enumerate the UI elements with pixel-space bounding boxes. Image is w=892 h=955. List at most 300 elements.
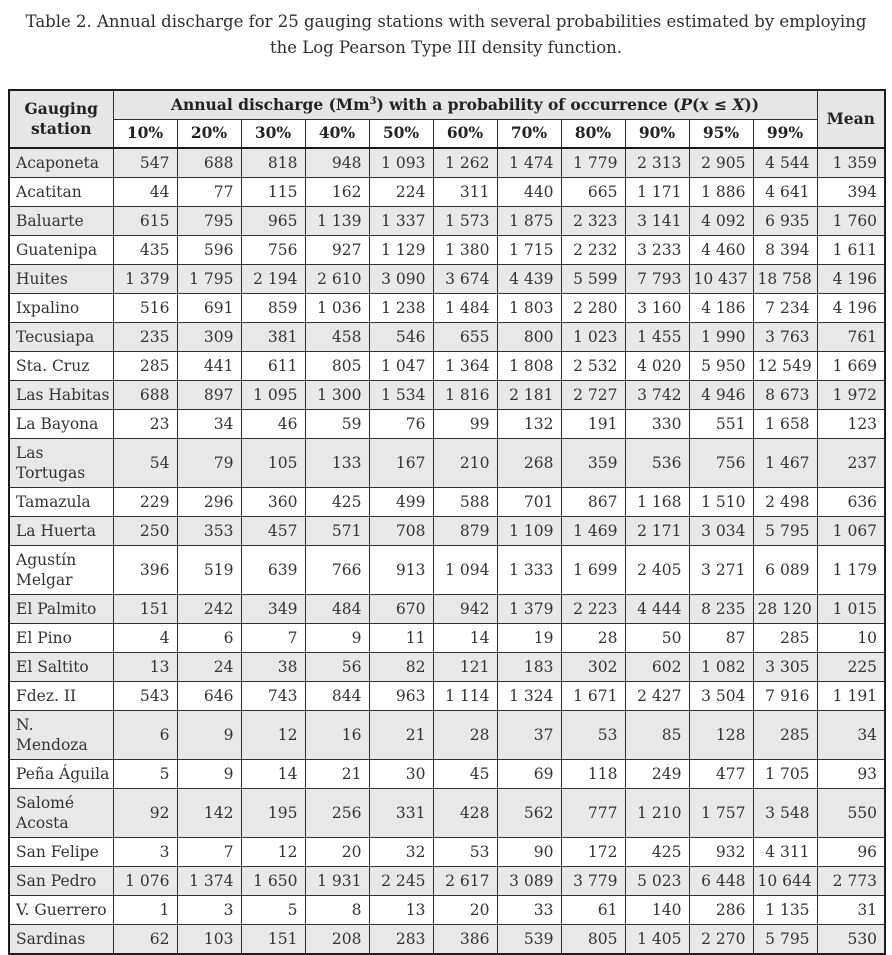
- station-name-cell: Fdez. II: [9, 681, 113, 710]
- mean-value-cell: 10: [817, 623, 885, 652]
- discharge-value-cell: 4 092: [689, 206, 753, 235]
- discharge-value-cell: 2 617: [433, 866, 497, 895]
- discharge-value-cell: 9: [305, 623, 369, 652]
- discharge-value-cell: 1 082: [689, 652, 753, 681]
- discharge-value-cell: 296: [177, 487, 241, 516]
- discharge-value-cell: 805: [561, 924, 625, 954]
- discharge-value-cell: 14: [433, 623, 497, 652]
- discharge-value-cell: 353: [177, 516, 241, 545]
- discharge-value-cell: 859: [241, 293, 305, 322]
- discharge-value-cell: 256: [305, 788, 369, 837]
- group-header-text-2: ) with a probability of occurrence (: [376, 94, 681, 114]
- discharge-value-cell: 670: [369, 594, 433, 623]
- discharge-value-cell: 571: [305, 516, 369, 545]
- discharge-value-cell: 743: [241, 681, 305, 710]
- discharge-value-cell: 1 109: [497, 516, 561, 545]
- discharge-value-cell: 3: [113, 837, 177, 866]
- discharge-value-cell: 425: [305, 487, 369, 516]
- discharge-value-cell: 7: [241, 623, 305, 652]
- discharge-value-cell: 1 337: [369, 206, 433, 235]
- discharge-value-cell: 5 795: [753, 924, 817, 954]
- discharge-value-cell: 8 394: [753, 235, 817, 264]
- discharge-value-cell: 311: [433, 177, 497, 206]
- discharge-value-cell: 425: [625, 837, 689, 866]
- discharge-value-cell: 208: [305, 924, 369, 954]
- discharge-value-cell: 1 467: [753, 438, 817, 487]
- discharge-value-cell: 688: [113, 380, 177, 409]
- percent-header: 40%: [305, 119, 369, 148]
- discharge-value-cell: 1 757: [689, 788, 753, 837]
- discharge-value-cell: 551: [689, 409, 753, 438]
- discharge-value-cell: 3 742: [625, 380, 689, 409]
- mean-value-cell: 31: [817, 895, 885, 924]
- discharge-value-cell: 766: [305, 545, 369, 594]
- discharge-value-cell: 800: [497, 322, 561, 351]
- mean-value-cell: 4 196: [817, 264, 885, 293]
- discharge-value-cell: 381: [241, 322, 305, 351]
- discharge-value-cell: 539: [497, 924, 561, 954]
- table-row: [9, 545, 885, 594]
- table-row: [9, 837, 885, 866]
- discharge-value-cell: 331: [369, 788, 433, 837]
- table-row: [9, 623, 885, 652]
- mean-value-cell: 1 191: [817, 681, 885, 710]
- discharge-value-cell: 3 233: [625, 235, 689, 264]
- discharge-value-cell: 4 439: [497, 264, 561, 293]
- mean-value-cell: 1 015: [817, 594, 885, 623]
- discharge-value-cell: 224: [369, 177, 433, 206]
- discharge-value-cell: 1 129: [369, 235, 433, 264]
- discharge-value-cell: 1 715: [497, 235, 561, 264]
- discharge-value-cell: 2 270: [689, 924, 753, 954]
- table-row: [9, 264, 885, 293]
- station-name-cell: Las Habitas: [9, 380, 113, 409]
- discharge-value-cell: 818: [241, 148, 305, 178]
- discharge-value-cell: 1: [113, 895, 177, 924]
- discharge-value-cell: 756: [241, 235, 305, 264]
- discharge-value-cell: 499: [369, 487, 433, 516]
- percent-header: 80%: [561, 119, 625, 148]
- discharge-value-cell: 5: [241, 895, 305, 924]
- mean-value-cell: 4 196: [817, 293, 885, 322]
- discharge-value-cell: 963: [369, 681, 433, 710]
- discharge-value-cell: 435: [113, 235, 177, 264]
- discharge-value-cell: 516: [113, 293, 177, 322]
- discharge-value-cell: 756: [689, 438, 753, 487]
- page: [0, 9, 892, 948]
- discharge-value-cell: 2 280: [561, 293, 625, 322]
- discharge-value-cell: 6 448: [689, 866, 753, 895]
- discharge-value-cell: 210: [433, 438, 497, 487]
- discharge-value-cell: 250: [113, 516, 177, 545]
- mean-value-cell: 1 972: [817, 380, 885, 409]
- discharge-value-cell: 440: [497, 177, 561, 206]
- discharge-value-cell: 118: [561, 759, 625, 788]
- discharge-value-cell: 1 379: [113, 264, 177, 293]
- table-row: [9, 487, 885, 516]
- table-row: [9, 516, 885, 545]
- discharge-value-cell: 10 644: [753, 866, 817, 895]
- discharge-value-cell: 9: [177, 759, 241, 788]
- discharge-value-cell: 777: [561, 788, 625, 837]
- discharge-value-cell: 34: [177, 409, 241, 438]
- percent-header: 50%: [369, 119, 433, 148]
- discharge-value-cell: 948: [305, 148, 369, 178]
- discharge-value-cell: 4 641: [753, 177, 817, 206]
- discharge-value-cell: 6: [113, 710, 177, 759]
- discharge-value-cell: 10 437: [689, 264, 753, 293]
- discharge-value-cell: 4 020: [625, 351, 689, 380]
- discharge-value-cell: 9: [177, 710, 241, 759]
- discharge-value-cell: 1 405: [625, 924, 689, 954]
- discharge-value-cell: 4 186: [689, 293, 753, 322]
- station-name-cell: Acatitan: [9, 177, 113, 206]
- table-body: [9, 148, 885, 954]
- discharge-value-cell: 28: [433, 710, 497, 759]
- discharge-value-cell: 242: [177, 594, 241, 623]
- discharge-value-cell: 133: [305, 438, 369, 487]
- discharge-group-header: [113, 90, 817, 120]
- discharge-value-cell: 79: [177, 438, 241, 487]
- discharge-value-cell: 19: [497, 623, 561, 652]
- mean-value-cell: 1 359: [817, 148, 885, 178]
- table-header: [9, 90, 885, 148]
- discharge-value-cell: 69: [497, 759, 561, 788]
- discharge-value-cell: 172: [561, 837, 625, 866]
- discharge-value-cell: 844: [305, 681, 369, 710]
- discharge-value-cell: 82: [369, 652, 433, 681]
- discharge-value-cell: 8: [305, 895, 369, 924]
- discharge-value-cell: 1 168: [625, 487, 689, 516]
- discharge-value-cell: 1 484: [433, 293, 497, 322]
- discharge-value-cell: 183: [497, 652, 561, 681]
- discharge-value-cell: 1 379: [497, 594, 561, 623]
- discharge-value-cell: 1 795: [177, 264, 241, 293]
- discharge-value-cell: 602: [625, 652, 689, 681]
- discharge-value-cell: 1 324: [497, 681, 561, 710]
- station-name-cell: V. Guerrero: [9, 895, 113, 924]
- table-row: [9, 681, 885, 710]
- discharge-value-cell: 20: [433, 895, 497, 924]
- percent-header: 30%: [241, 119, 305, 148]
- table-row: [9, 924, 885, 954]
- table-row: [9, 351, 885, 380]
- percent-header: 60%: [433, 119, 497, 148]
- discharge-value-cell: 441: [177, 351, 241, 380]
- discharge-value-cell: 942: [433, 594, 497, 623]
- station-name-cell: La Huerta: [9, 516, 113, 545]
- discharge-value-cell: 2 245: [369, 866, 433, 895]
- discharge-value-cell: 85: [625, 710, 689, 759]
- discharge-value-cell: 5 950: [689, 351, 753, 380]
- discharge-value-cell: 21: [369, 710, 433, 759]
- discharge-value-cell: 484: [305, 594, 369, 623]
- discharge-value-cell: 1 114: [433, 681, 497, 710]
- discharge-value-cell: 611: [241, 351, 305, 380]
- group-header-text-3: (: [692, 94, 700, 114]
- discharge-value-cell: 59: [305, 409, 369, 438]
- discharge-value-cell: 1 931: [305, 866, 369, 895]
- discharge-value-cell: 1 474: [497, 148, 561, 178]
- discharge-value-cell: 1 658: [753, 409, 817, 438]
- discharge-value-cell: 12: [241, 837, 305, 866]
- discharge-value-cell: 596: [177, 235, 241, 264]
- discharge-value-cell: 646: [177, 681, 241, 710]
- discharge-value-cell: 4 311: [753, 837, 817, 866]
- station-name-cell: N. Mendoza: [9, 710, 113, 759]
- discharge-value-cell: 879: [433, 516, 497, 545]
- discharge-value-cell: 3 779: [561, 866, 625, 895]
- table-row: [9, 594, 885, 623]
- percent-header: 10%: [113, 119, 177, 148]
- discharge-value-cell: 588: [433, 487, 497, 516]
- discharge-value-cell: 33: [497, 895, 561, 924]
- discharge-value-cell: 2 405: [625, 545, 689, 594]
- discharge-value-cell: 24: [177, 652, 241, 681]
- discharge-table: [8, 89, 886, 955]
- percent-header: 95%: [689, 119, 753, 148]
- mean-value-cell: 1 179: [817, 545, 885, 594]
- discharge-value-cell: 6: [177, 623, 241, 652]
- discharge-value-cell: 458: [305, 322, 369, 351]
- discharge-value-cell: 546: [369, 322, 433, 351]
- table-row: [9, 652, 885, 681]
- discharge-value-cell: 309: [177, 322, 241, 351]
- table-row: [9, 148, 885, 178]
- discharge-value-cell: 927: [305, 235, 369, 264]
- discharge-value-cell: 708: [369, 516, 433, 545]
- discharge-value-cell: 965: [241, 206, 305, 235]
- group-header-text-1: Annual discharge (Mm: [170, 94, 370, 114]
- discharge-value-cell: 477: [689, 759, 753, 788]
- station-name-cell: La Bayona: [9, 409, 113, 438]
- discharge-value-cell: 913: [369, 545, 433, 594]
- discharge-value-cell: 23: [113, 409, 177, 438]
- discharge-value-cell: 2 727: [561, 380, 625, 409]
- discharge-value-cell: 140: [625, 895, 689, 924]
- discharge-value-cell: 12 549: [753, 351, 817, 380]
- discharge-value-cell: 103: [177, 924, 241, 954]
- discharge-value-cell: 32: [369, 837, 433, 866]
- station-name-cell: Acaponeta: [9, 148, 113, 178]
- discharge-value-cell: 2 323: [561, 206, 625, 235]
- discharge-value-cell: 92: [113, 788, 177, 837]
- discharge-value-cell: 76: [369, 409, 433, 438]
- discharge-value-cell: 1 779: [561, 148, 625, 178]
- discharge-value-cell: 3: [177, 895, 241, 924]
- discharge-value-cell: 2 194: [241, 264, 305, 293]
- discharge-value-cell: 4 946: [689, 380, 753, 409]
- group-header-leq: ≤: [708, 94, 733, 114]
- discharge-value-cell: 1 093: [369, 148, 433, 178]
- discharge-value-cell: 151: [241, 924, 305, 954]
- discharge-value-cell: 53: [561, 710, 625, 759]
- discharge-value-cell: 8 673: [753, 380, 817, 409]
- discharge-value-cell: 330: [625, 409, 689, 438]
- discharge-value-cell: 562: [497, 788, 561, 837]
- station-name-cell: Las Tortugas: [9, 438, 113, 487]
- station-name-cell: Baluarte: [9, 206, 113, 235]
- station-name-cell: El Saltito: [9, 652, 113, 681]
- percent-header: 70%: [497, 119, 561, 148]
- station-name-cell: Guatenipa: [9, 235, 113, 264]
- discharge-value-cell: 283: [369, 924, 433, 954]
- discharge-value-cell: 5 023: [625, 866, 689, 895]
- discharge-value-cell: 54: [113, 438, 177, 487]
- discharge-value-cell: 3 160: [625, 293, 689, 322]
- mean-value-cell: 237: [817, 438, 885, 487]
- discharge-value-cell: 701: [497, 487, 561, 516]
- station-name-cell: Salomé Acosta: [9, 788, 113, 837]
- discharge-value-cell: 3 763: [753, 322, 817, 351]
- discharge-value-cell: 30: [369, 759, 433, 788]
- discharge-value-cell: 105: [241, 438, 305, 487]
- discharge-value-cell: 428: [433, 788, 497, 837]
- discharge-value-cell: 1 047: [369, 351, 433, 380]
- discharge-value-cell: 45: [433, 759, 497, 788]
- discharge-value-cell: 1 699: [561, 545, 625, 594]
- mean-value-cell: 1 669: [817, 351, 885, 380]
- discharge-value-cell: 3 674: [433, 264, 497, 293]
- table-row: [9, 293, 885, 322]
- mean-value-cell: 761: [817, 322, 885, 351]
- discharge-value-cell: 3 141: [625, 206, 689, 235]
- discharge-value-cell: 4: [113, 623, 177, 652]
- discharge-value-cell: 191: [561, 409, 625, 438]
- discharge-value-cell: 1 705: [753, 759, 817, 788]
- discharge-value-cell: 547: [113, 148, 177, 178]
- discharge-value-cell: 115: [241, 177, 305, 206]
- discharge-value-cell: 6 935: [753, 206, 817, 235]
- discharge-value-cell: 1 816: [433, 380, 497, 409]
- discharge-value-cell: 6 089: [753, 545, 817, 594]
- table-row: [9, 235, 885, 264]
- station-name-cell: Tamazula: [9, 487, 113, 516]
- discharge-value-cell: 62: [113, 924, 177, 954]
- discharge-value-cell: 2 223: [561, 594, 625, 623]
- discharge-value-cell: 1 139: [305, 206, 369, 235]
- discharge-value-cell: 132: [497, 409, 561, 438]
- discharge-value-cell: 386: [433, 924, 497, 954]
- discharge-value-cell: 37: [497, 710, 561, 759]
- discharge-value-cell: 286: [689, 895, 753, 924]
- discharge-value-cell: 1 650: [241, 866, 305, 895]
- discharge-value-cell: 2 313: [625, 148, 689, 178]
- station-name-cell: Sardinas: [9, 924, 113, 954]
- discharge-value-cell: 639: [241, 545, 305, 594]
- discharge-value-cell: 1 875: [497, 206, 561, 235]
- header-row-group: [9, 90, 885, 120]
- discharge-value-cell: 1 300: [305, 380, 369, 409]
- discharge-value-cell: 2 498: [753, 487, 817, 516]
- discharge-value-cell: 2 181: [497, 380, 561, 409]
- discharge-value-cell: 1 238: [369, 293, 433, 322]
- discharge-value-cell: 1 333: [497, 545, 561, 594]
- table-row: [9, 438, 885, 487]
- prob-symbol-x: x: [699, 94, 709, 114]
- mm3-superscript: 3: [369, 95, 377, 107]
- discharge-value-cell: 87: [689, 623, 753, 652]
- mean-value-cell: 394: [817, 177, 885, 206]
- table-row: [9, 788, 885, 837]
- mean-value-cell: 225: [817, 652, 885, 681]
- discharge-value-cell: 805: [305, 351, 369, 380]
- discharge-value-cell: 1 510: [689, 487, 753, 516]
- discharge-value-cell: 3 271: [689, 545, 753, 594]
- discharge-value-cell: 285: [753, 623, 817, 652]
- discharge-value-cell: 5 795: [753, 516, 817, 545]
- mean-value-cell: 636: [817, 487, 885, 516]
- discharge-value-cell: 20: [305, 837, 369, 866]
- mean-value-cell: 96: [817, 837, 885, 866]
- discharge-value-cell: 2 232: [561, 235, 625, 264]
- discharge-value-cell: 1 095: [241, 380, 305, 409]
- discharge-value-cell: 1 374: [177, 866, 241, 895]
- discharge-value-cell: 349: [241, 594, 305, 623]
- discharge-value-cell: 7 793: [625, 264, 689, 293]
- discharge-value-cell: 1 262: [433, 148, 497, 178]
- table-row: [9, 710, 885, 759]
- prob-symbol-X: X: [732, 94, 745, 114]
- discharge-value-cell: 2 532: [561, 351, 625, 380]
- discharge-value-cell: 536: [625, 438, 689, 487]
- discharge-value-cell: 61: [561, 895, 625, 924]
- discharge-value-cell: 1 990: [689, 322, 753, 351]
- discharge-value-cell: 655: [433, 322, 497, 351]
- discharge-value-cell: 5 599: [561, 264, 625, 293]
- discharge-value-cell: 167: [369, 438, 433, 487]
- discharge-value-cell: 50: [625, 623, 689, 652]
- table-row: [9, 759, 885, 788]
- discharge-value-cell: 1 455: [625, 322, 689, 351]
- table-row: [9, 380, 885, 409]
- discharge-value-cell: 932: [689, 837, 753, 866]
- discharge-value-cell: 8 235: [689, 594, 753, 623]
- discharge-value-cell: 162: [305, 177, 369, 206]
- discharge-value-cell: 1 210: [625, 788, 689, 837]
- discharge-value-cell: 268: [497, 438, 561, 487]
- gauging-station-header: Gauging station: [9, 90, 113, 148]
- table-row: [9, 409, 885, 438]
- table-row: [9, 322, 885, 351]
- station-name-cell: Sta. Cruz: [9, 351, 113, 380]
- discharge-value-cell: 867: [561, 487, 625, 516]
- discharge-value-cell: 13: [369, 895, 433, 924]
- discharge-value-cell: 195: [241, 788, 305, 837]
- discharge-value-cell: 1 171: [625, 177, 689, 206]
- discharge-value-cell: 1 094: [433, 545, 497, 594]
- mean-header: Mean: [817, 90, 885, 148]
- discharge-value-cell: 90: [497, 837, 561, 866]
- group-header-text-4: )): [744, 94, 760, 114]
- discharge-value-cell: 53: [433, 837, 497, 866]
- discharge-value-cell: 3 034: [689, 516, 753, 545]
- discharge-value-cell: 4 544: [753, 148, 817, 178]
- discharge-value-cell: 7 916: [753, 681, 817, 710]
- discharge-value-cell: 28: [561, 623, 625, 652]
- mean-value-cell: 2 773: [817, 866, 885, 895]
- discharge-value-cell: 1 135: [753, 895, 817, 924]
- discharge-value-cell: 360: [241, 487, 305, 516]
- discharge-value-cell: 1 469: [561, 516, 625, 545]
- discharge-value-cell: 121: [433, 652, 497, 681]
- mean-value-cell: 550: [817, 788, 885, 837]
- mean-value-cell: 530: [817, 924, 885, 954]
- discharge-value-cell: 229: [113, 487, 177, 516]
- discharge-value-cell: 285: [113, 351, 177, 380]
- discharge-value-cell: 14: [241, 759, 305, 788]
- mean-value-cell: 1 611: [817, 235, 885, 264]
